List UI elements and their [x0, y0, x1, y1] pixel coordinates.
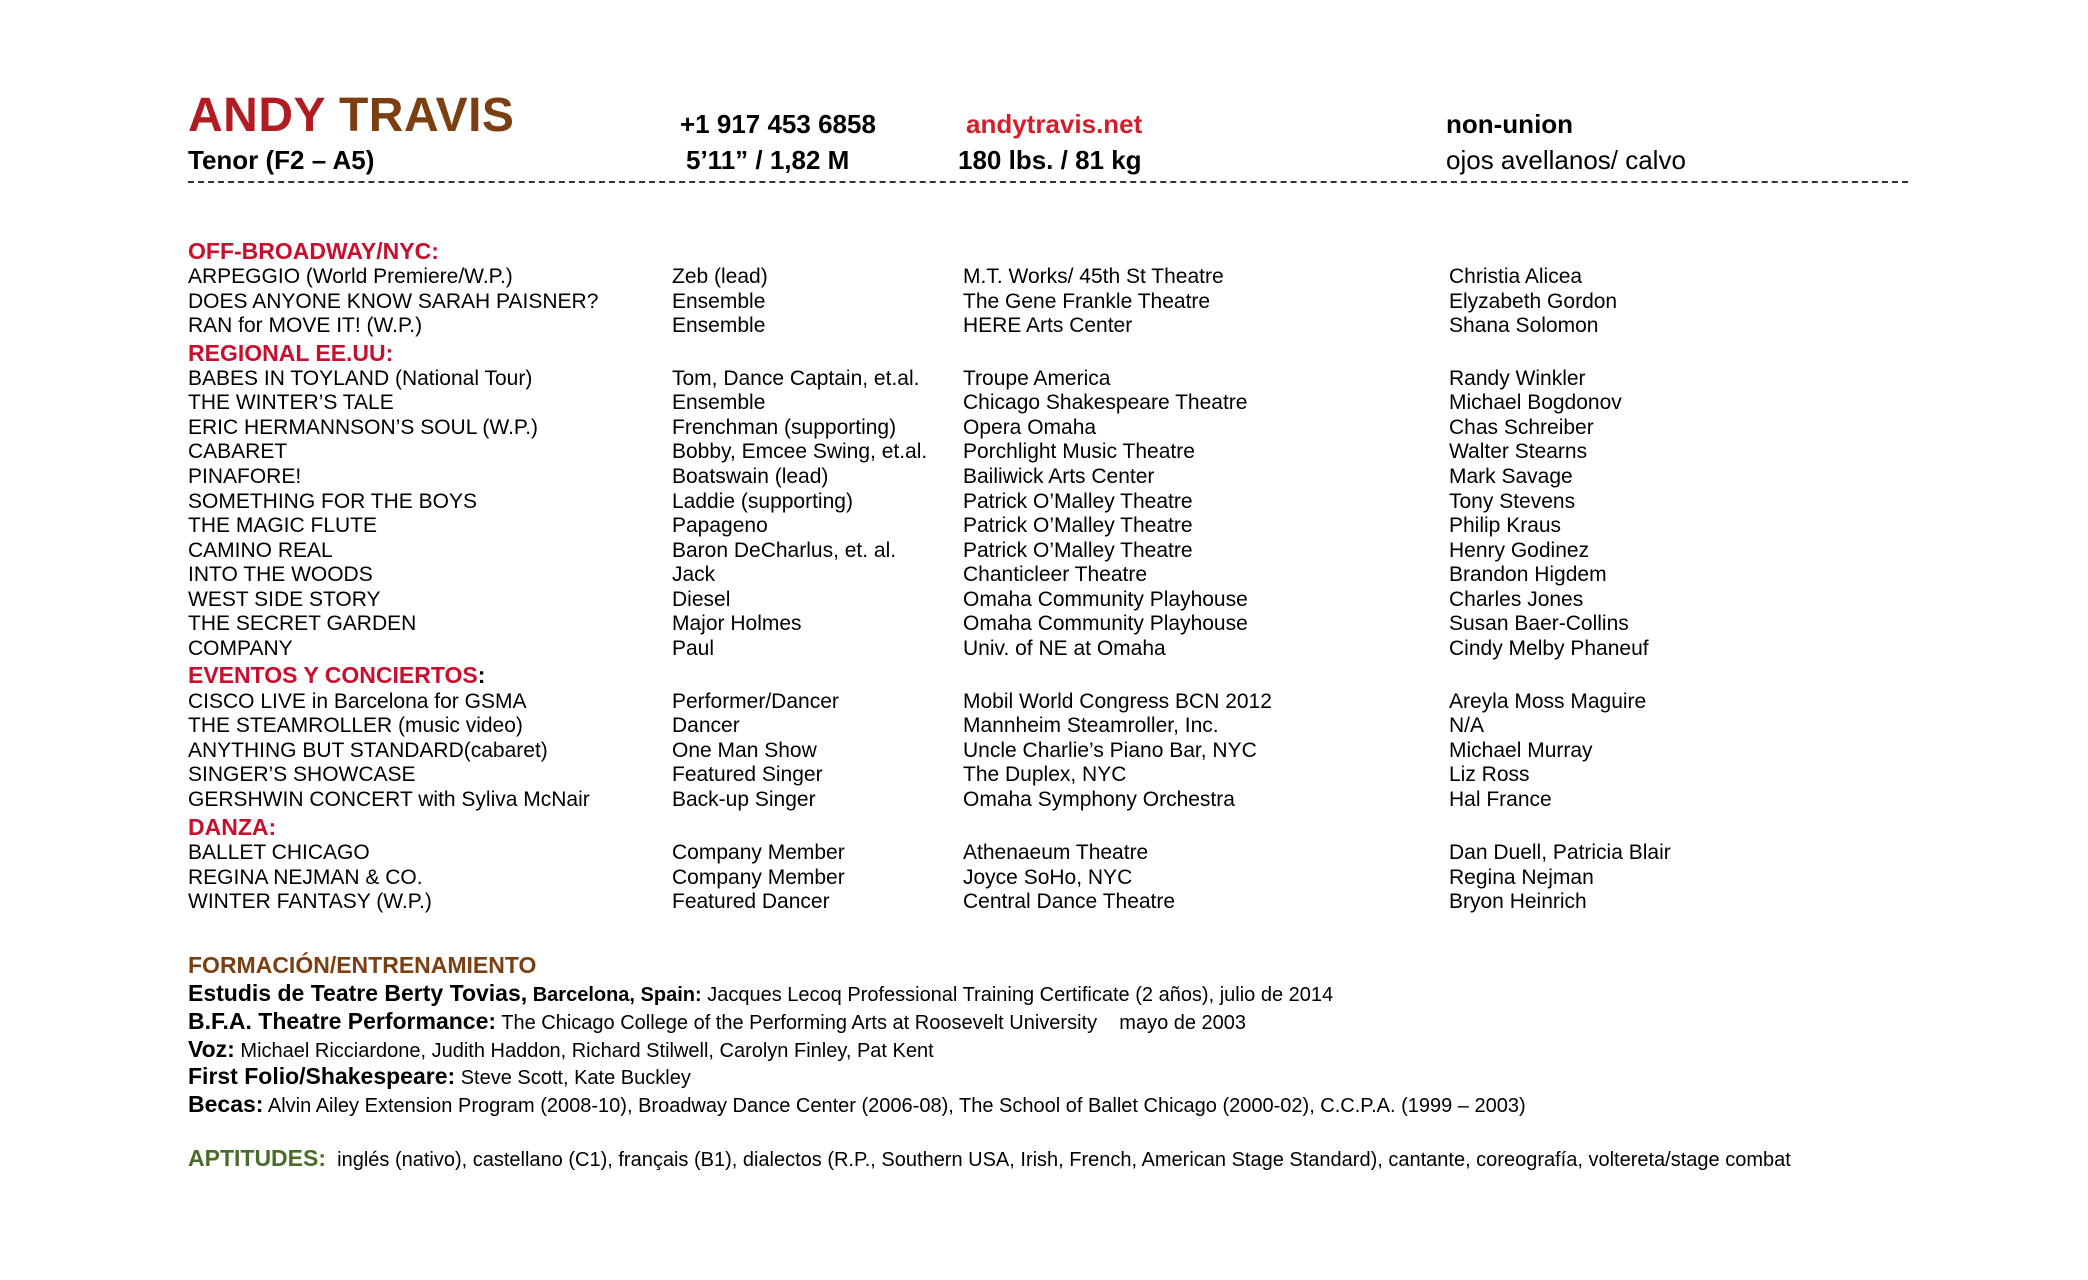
- website-link[interactable]: andytravis.net: [966, 109, 1143, 139]
- skills-label: APTITUDES:: [188, 1145, 326, 1171]
- divider: [188, 181, 1908, 183]
- section-title-training: FORMACIÓN/ENTRENAMIENTO: [188, 952, 537, 978]
- voice-range: Tenor (F2 – A5): [188, 145, 375, 175]
- union-status: non-union: [1446, 109, 1574, 139]
- training-line: Voz: Michael Ricciardone, Judith Haddon, Richard Stilwell, Carolyn Finley, Pat Kent: [188, 1036, 934, 1062]
- section-title-off-broadway: OFF-BROADWAY/NYC:: [188, 238, 439, 264]
- phone: +1 917 453 6858: [680, 109, 876, 139]
- training-line: First Folio/Shakespeare: Steve Scott, Kate Buckley: [188, 1063, 691, 1089]
- section-title-eventos: EVENTOS Y CONCIERTOS:: [188, 662, 486, 688]
- first-name: ANDY: [188, 89, 326, 142]
- training-line: Becas: Alvin Ailey Extension Program (2008-10), Broadway Dance Center (2006-08), The School of Ballet Chicago (2000-02), C.C.P.A. (1999 – 2003): [188, 1091, 1526, 1117]
- page-title: [188, 88, 514, 143]
- skills-text: inglés (nativo), castellano (C1), français (B1), dialectos (R.P., Southern USA, Irish, French, American Stage Standard), cantante, coreografía, voltereta/stage combat: [337, 1149, 1791, 1171]
- height: 5’11” / 1,82 M: [686, 145, 850, 175]
- weight: 180 lbs. / 81 kg: [958, 145, 1142, 175]
- last-name: TRAVIS: [338, 89, 515, 142]
- skills-line: [188, 1145, 1791, 1172]
- training-line: B.F.A. Theatre Performance: The Chicago College of the Performing Arts at Roosevelt University mayo de 2003: [188, 1008, 1247, 1034]
- training-line: Estudis de Teatre Berty Tovias, Barcelona, Spain: Jacques Lecoq Professional Training Certificate (2 años), julio de 2014: [188, 980, 1334, 1006]
- section-title-regional: REGIONAL EE.UU:: [188, 340, 394, 366]
- section-title-danza: DANZA:: [188, 814, 277, 840]
- physical-features: ojos avellanos/ calvo: [1446, 145, 1686, 175]
